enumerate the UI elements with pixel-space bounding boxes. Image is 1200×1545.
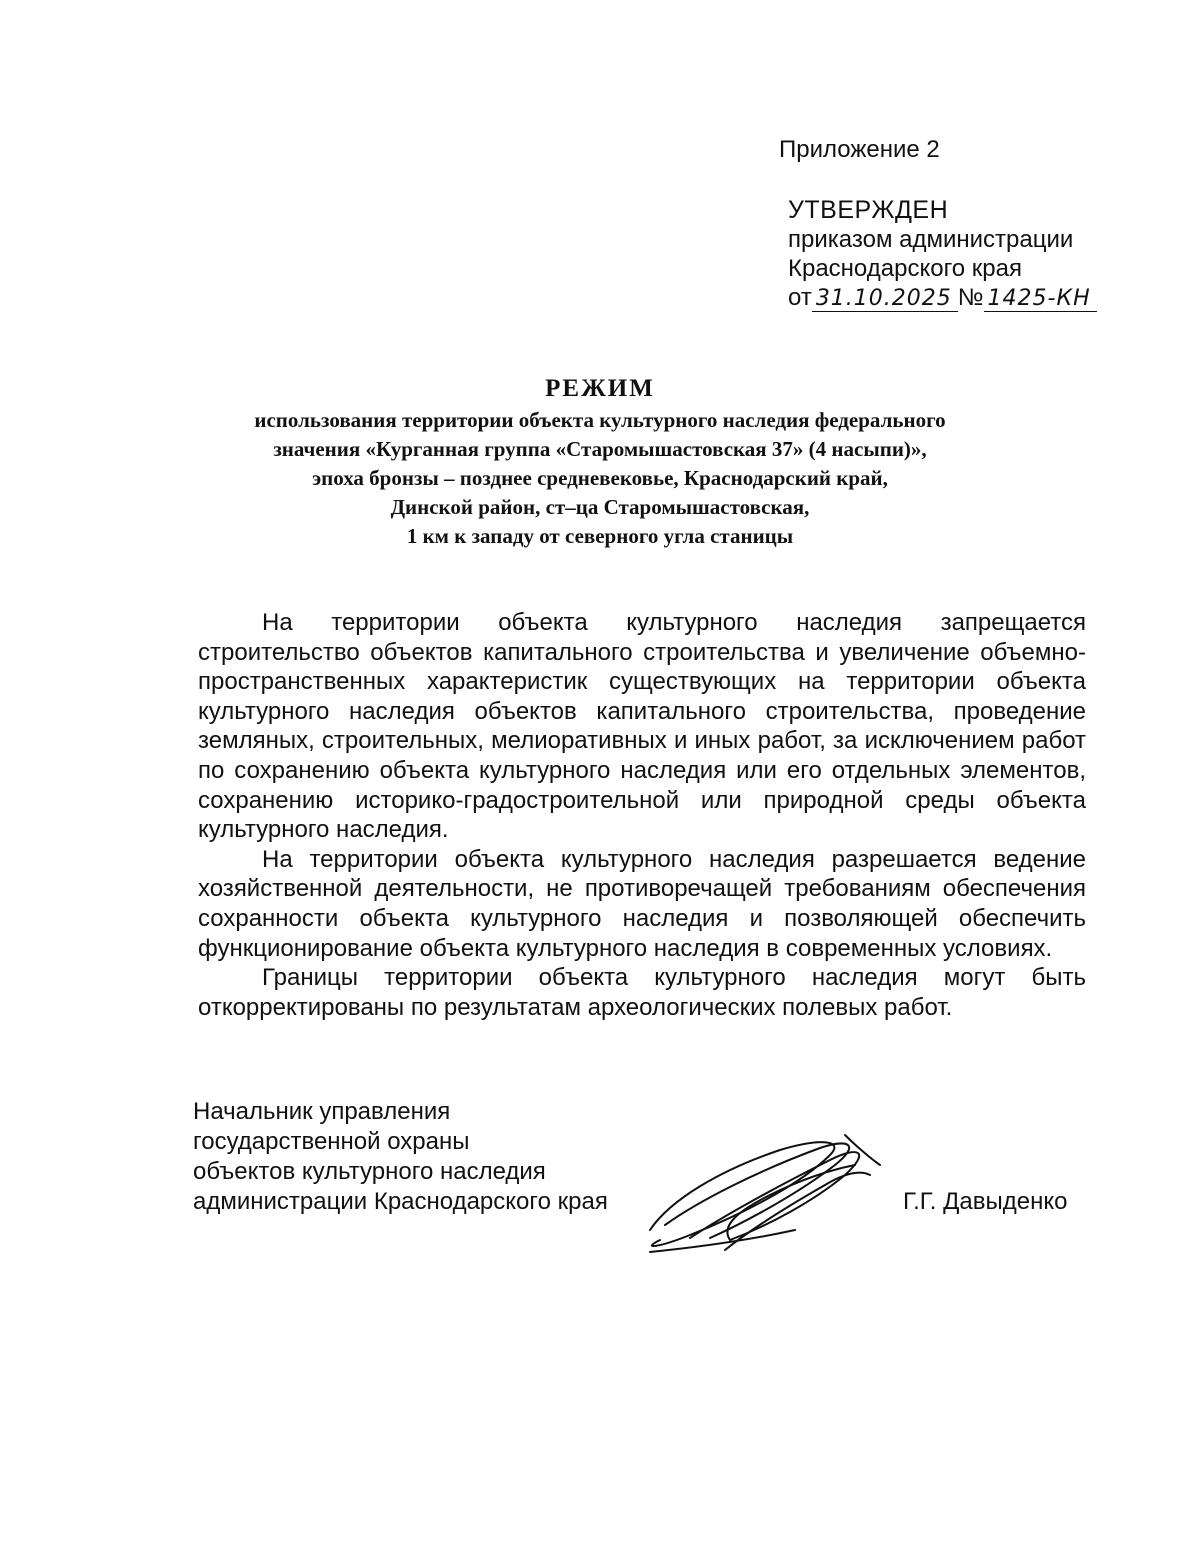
approved-label: УТВЕРЖДЕН xyxy=(788,196,949,224)
document-title xyxy=(180,372,1020,551)
body-paragraph: Границы территории объекта культурного наследия могут быть откорректированы по результатам археологических полевых работ. xyxy=(198,964,1086,1021)
number-prefix: № xyxy=(957,284,984,311)
body-paragraph: На территории объекта культурного наследия запрещается строительство объектов капитального строительства и увеличение объемно-пространственных характеристик существующих на территории объекта культурного наследия объектов капитального строительства, проведение земляных, строительных, мелиоративных и иных работ, за исключением работ по сохранению объекта культурного наследия или его отдельных элементов, сохранению историко-градостроительной или природной среды объекта культурного наследия. xyxy=(198,609,1086,844)
document-body xyxy=(198,608,1086,1022)
signatory-name: Г.Г. Давыденко xyxy=(903,1188,1068,1215)
position-line: Начальник управления xyxy=(193,1098,451,1125)
approval-stamp xyxy=(788,196,1148,312)
body-paragraph: На территории объекта культурного наследия разрешается ведение хозяйственной деятельности, не противоречащей требованиям обеспечения сохранности объекта культурного наследия и позволяющей обеспечить функционирование объекта культурного наследия в современных условиях. xyxy=(198,845,1086,962)
position-line: государственной охраны xyxy=(193,1128,470,1155)
position-line: объектов культурного наследия xyxy=(193,1158,546,1185)
appendix-label: Приложение 2 xyxy=(779,136,940,163)
title-main: РЕЖИМ xyxy=(545,375,655,402)
approval-region-text: Краснодарского края xyxy=(788,255,1022,282)
title-line: Динской район, ст–ца Старомышастовская, xyxy=(390,495,810,519)
title-line: использования территории объекта культурного наследия федерального xyxy=(254,408,946,432)
title-line: 1 км к западу от северного угла станицы xyxy=(406,524,794,548)
signatory-position xyxy=(193,1097,608,1217)
order-date-number xyxy=(788,283,1148,312)
handwritten-date: 31.10.2025 xyxy=(812,287,958,312)
title-subtitle xyxy=(180,406,1020,551)
title-line: эпоха бронзы – позднее средневековье, Краснодарский край, xyxy=(312,466,888,490)
approval-order-text: приказом администрации xyxy=(788,226,1074,253)
title-line: значения «Курганная группа «Старомышастовская 37» (4 насыпи)», xyxy=(273,437,927,461)
handwritten-signature xyxy=(630,1130,890,1260)
date-prefix: от xyxy=(788,284,812,311)
handwritten-number: 1425-КН xyxy=(984,287,1097,312)
position-line: администрации Краснодарского края xyxy=(193,1188,608,1215)
